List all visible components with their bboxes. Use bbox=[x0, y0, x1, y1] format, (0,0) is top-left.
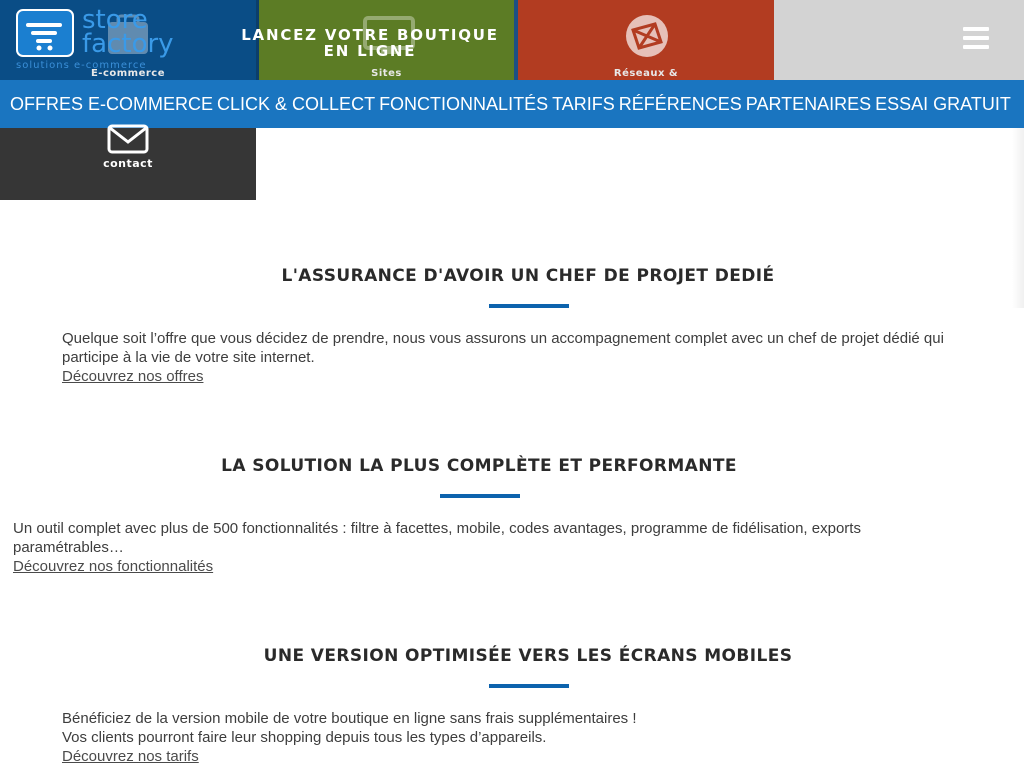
section-title: UNE VERSION OPTIMISÉE VERS LES ÉCRANS MOBILES bbox=[263, 646, 793, 666]
section-paragraph: Un outil complet avec plus de 500 fonctionnalités : filtre à facettes, mobile, codes avantages, programme de fidélisation, exports paramétrables… bbox=[13, 520, 861, 556]
logo-word-top: store bbox=[82, 5, 148, 35]
nav-item-partenaires[interactable]: PARTENAIRES bbox=[745, 93, 872, 114]
tile-label: Réseaux & bbox=[613, 68, 679, 79]
page-edge-shadow bbox=[1012, 128, 1024, 308]
cart-icon bbox=[18, 11, 72, 55]
section-body bbox=[13, 519, 933, 576]
site-headline: LANCEZ VOTRE BOUTIQUE EN LIGNE bbox=[241, 26, 499, 60]
nav-item-references[interactable]: RÉFÉRENCES bbox=[618, 93, 742, 114]
tile-label: Sites bbox=[371, 68, 402, 79]
tile-label: E-commerce bbox=[90, 68, 166, 79]
section-divider bbox=[489, 304, 569, 308]
offres-link[interactable]: Découvrez nos offres bbox=[62, 368, 204, 385]
section-divider bbox=[489, 684, 569, 688]
nav-item-essai-gratuit[interactable]: ESSAI GRATUIT bbox=[875, 93, 1011, 114]
main-nav bbox=[0, 80, 1024, 128]
section-title: L'ASSURANCE D'AVOIR UN CHEF DE PROJET DEDIÉ bbox=[281, 266, 775, 286]
section-paragraph: Quelque soit l’offre que vous décidez de prendre, nous vous assurons un accompagnement complet avec un chef de projet dédié qui participe à la vie de votre site internet. bbox=[62, 330, 944, 366]
logo-word-bottom: factory bbox=[82, 29, 174, 59]
section-paragraph: Vos clients pourront faire leur shopping depuis tous les types d’appareils. bbox=[62, 729, 547, 746]
nav-item-fonctionnalites[interactable]: FONCTIONNALITÉS bbox=[379, 93, 549, 114]
hamburger-menu-icon[interactable] bbox=[963, 27, 989, 49]
fonctionnalites-link[interactable]: Découvrez nos fonctionnalités bbox=[13, 558, 214, 575]
tarifs-link[interactable]: Découvrez nos tarifs bbox=[62, 748, 199, 765]
store-factory-logo[interactable] bbox=[16, 5, 176, 71]
nav-item-click-collect[interactable]: CLICK & COLLECT bbox=[217, 93, 376, 114]
section-body bbox=[62, 709, 1002, 766]
logo-tagline: solutions e-commerce bbox=[16, 60, 147, 71]
logo-badge bbox=[16, 9, 74, 57]
envelope-icon bbox=[107, 124, 149, 154]
contact-tile[interactable] bbox=[0, 128, 256, 200]
section-body bbox=[62, 329, 1002, 386]
contact-label: contact bbox=[103, 157, 153, 170]
network-icon bbox=[625, 14, 669, 58]
tile-reseaux[interactable] bbox=[518, 0, 774, 80]
section-title: LA SOLUTION LA PLUS COMPLÈTE ET PERFORMANTE bbox=[221, 456, 737, 476]
section-paragraph: Bénéficiez de la version mobile de votre boutique en ligne sans frais supplémentaires ! bbox=[62, 710, 637, 727]
nav-item-tarifs[interactable]: TARIFS bbox=[552, 93, 615, 114]
section-divider bbox=[440, 494, 520, 498]
nav-item-offres[interactable]: OFFRES E-COMMERCE bbox=[10, 93, 214, 114]
